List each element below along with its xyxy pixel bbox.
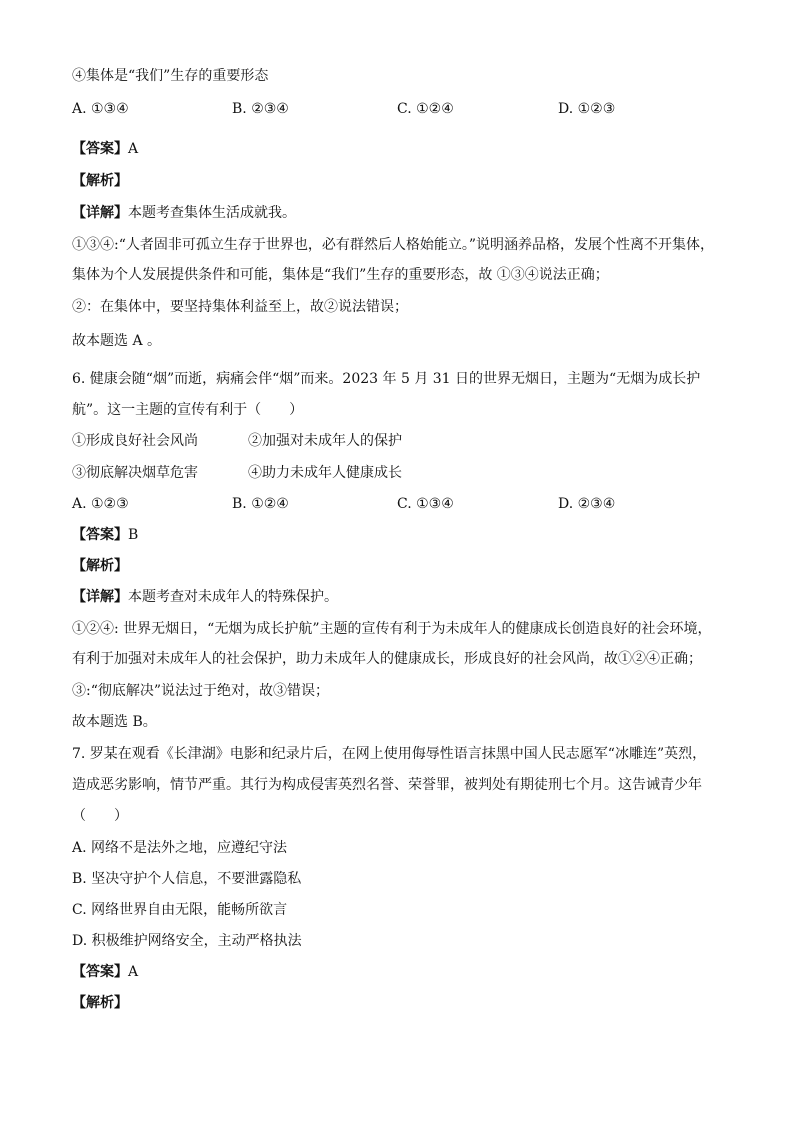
q5-detail — [72, 204, 296, 222]
q5-detail-tag: 【详解】 — [72, 205, 128, 221]
q5-explanation-line-1: ①③④:“人者固非可孤立生存于世界也，必有群然后人格始能立。”说明涵养品格，发展个性离不开集体， — [72, 237, 715, 253]
q5-answer — [72, 140, 138, 158]
q6-explanation-line-1: ①②④: 世界无烟日，“无烟为成长护航”主题的宣传有利于为未成年人的健康成长创造良好的社会环境， — [72, 621, 712, 637]
q7-answer-value: A — [128, 964, 139, 980]
q6-statement-4: ④助力未成年人健康成长 — [248, 465, 402, 481]
q6-option-a: A. ①②③ — [72, 496, 129, 512]
q6-option-c: C. ①③④ — [397, 496, 454, 512]
q5-option-d: D. ①②③ — [558, 101, 616, 117]
q7-analysis-tag: 【解析】 — [72, 995, 128, 1011]
q5-answer-tag: 【答案】 — [72, 141, 128, 157]
q6-analysis-tag: 【解析】 — [72, 558, 128, 574]
q6-stem-line-1: 6. 健康会随“烟”而逝，病痛会伴“烟”而来。2023 年 5 月 31 日的世界无烟日，主题为“无烟为成长护 — [72, 371, 701, 387]
q6-conclusion: 故本题选 B。 — [72, 714, 157, 730]
q5-analysis-tag: 【解析】 — [72, 173, 128, 189]
q5-options — [72, 100, 732, 118]
q5-conclusion: 故本题选 A 。 — [72, 333, 162, 349]
q6-detail-text: 本题考查对未成年人的特殊保护。 — [128, 589, 338, 605]
q6-statements-row-1 — [72, 432, 732, 450]
q5-detail-text: 本题考查集体生活成就我。 — [128, 205, 296, 221]
q7-option-d: D. 积极维护网络安全，主动严格执法 — [72, 933, 302, 949]
q6-option-d: D. ②③④ — [558, 496, 616, 512]
q7-option-a: A. 网络不是法外之地，应遵纪守法 — [72, 840, 288, 856]
q7-option-c: C. 网络世界自由无限，能畅所欲言 — [72, 902, 288, 918]
q6-options — [72, 495, 732, 513]
q6-explanation-line-3: ③:“彻底解决”说法过于绝对，故③错误； — [72, 683, 330, 699]
q6-statement-2: ②加强对未成年人的保护 — [248, 433, 402, 449]
q7-stem-line-2: 造成恶劣影响，情节严重。其行为构成侵害英烈名誉、荣誉罪，被判处有期徒刑七个月。这告诫青少年 — [72, 777, 702, 793]
q6-answer — [72, 526, 138, 544]
q7-stem-line-3: （ ） — [72, 808, 128, 824]
q6-answer-value: B — [128, 527, 139, 543]
q6-stem-line-2: 航”。这一主题的宣传有利于（ ） — [72, 402, 304, 418]
q6-answer-tag: 【答案】 — [72, 527, 128, 543]
q6-statement-1: ①形成良好社会风尚 — [72, 433, 198, 449]
q5-answer-value: A — [128, 141, 139, 157]
q6-detail-tag: 【详解】 — [72, 589, 128, 605]
q6-option-b: B. ①②④ — [232, 496, 289, 512]
q6-explanation-line-2: 有利于加强对未成年人的社会保护，助力未成年人的健康成长，形成良好的社会风尚，故①②④正确； — [72, 651, 702, 667]
q7-answer — [72, 963, 138, 981]
q7-answer-tag: 【答案】 — [72, 964, 128, 980]
q5-option-c: C. ①②④ — [397, 101, 454, 117]
q5-statement-4: ④集体是“我们”生存的重要形态 — [72, 68, 269, 84]
q7-option-b: B. 坚决守护个人信息，不要泄露隐私 — [72, 871, 302, 887]
q5-explanation-line-3: ②：在集体中，要坚持集体利益至上，故②说法错误； — [72, 299, 408, 315]
q6-statements-row-2 — [72, 464, 732, 482]
q6-statement-3: ③彻底解决烟草危害 — [72, 465, 198, 481]
q7-stem-line-1: 7. 罗某在观看《长津湖》电影和纪录片后，在网上使用侮辱性语言抹黑中国人民志愿军“冰雕连”英烈， — [72, 746, 707, 762]
q5-option-b: B. ②③④ — [232, 101, 289, 117]
q6-detail — [72, 588, 338, 606]
q5-explanation-line-2: 集体为个人发展提供条件和可能，集体是“我们”生存的重要形态，故 ①③④说法正确； — [72, 267, 609, 283]
q5-option-a: A. ①③④ — [72, 101, 129, 117]
